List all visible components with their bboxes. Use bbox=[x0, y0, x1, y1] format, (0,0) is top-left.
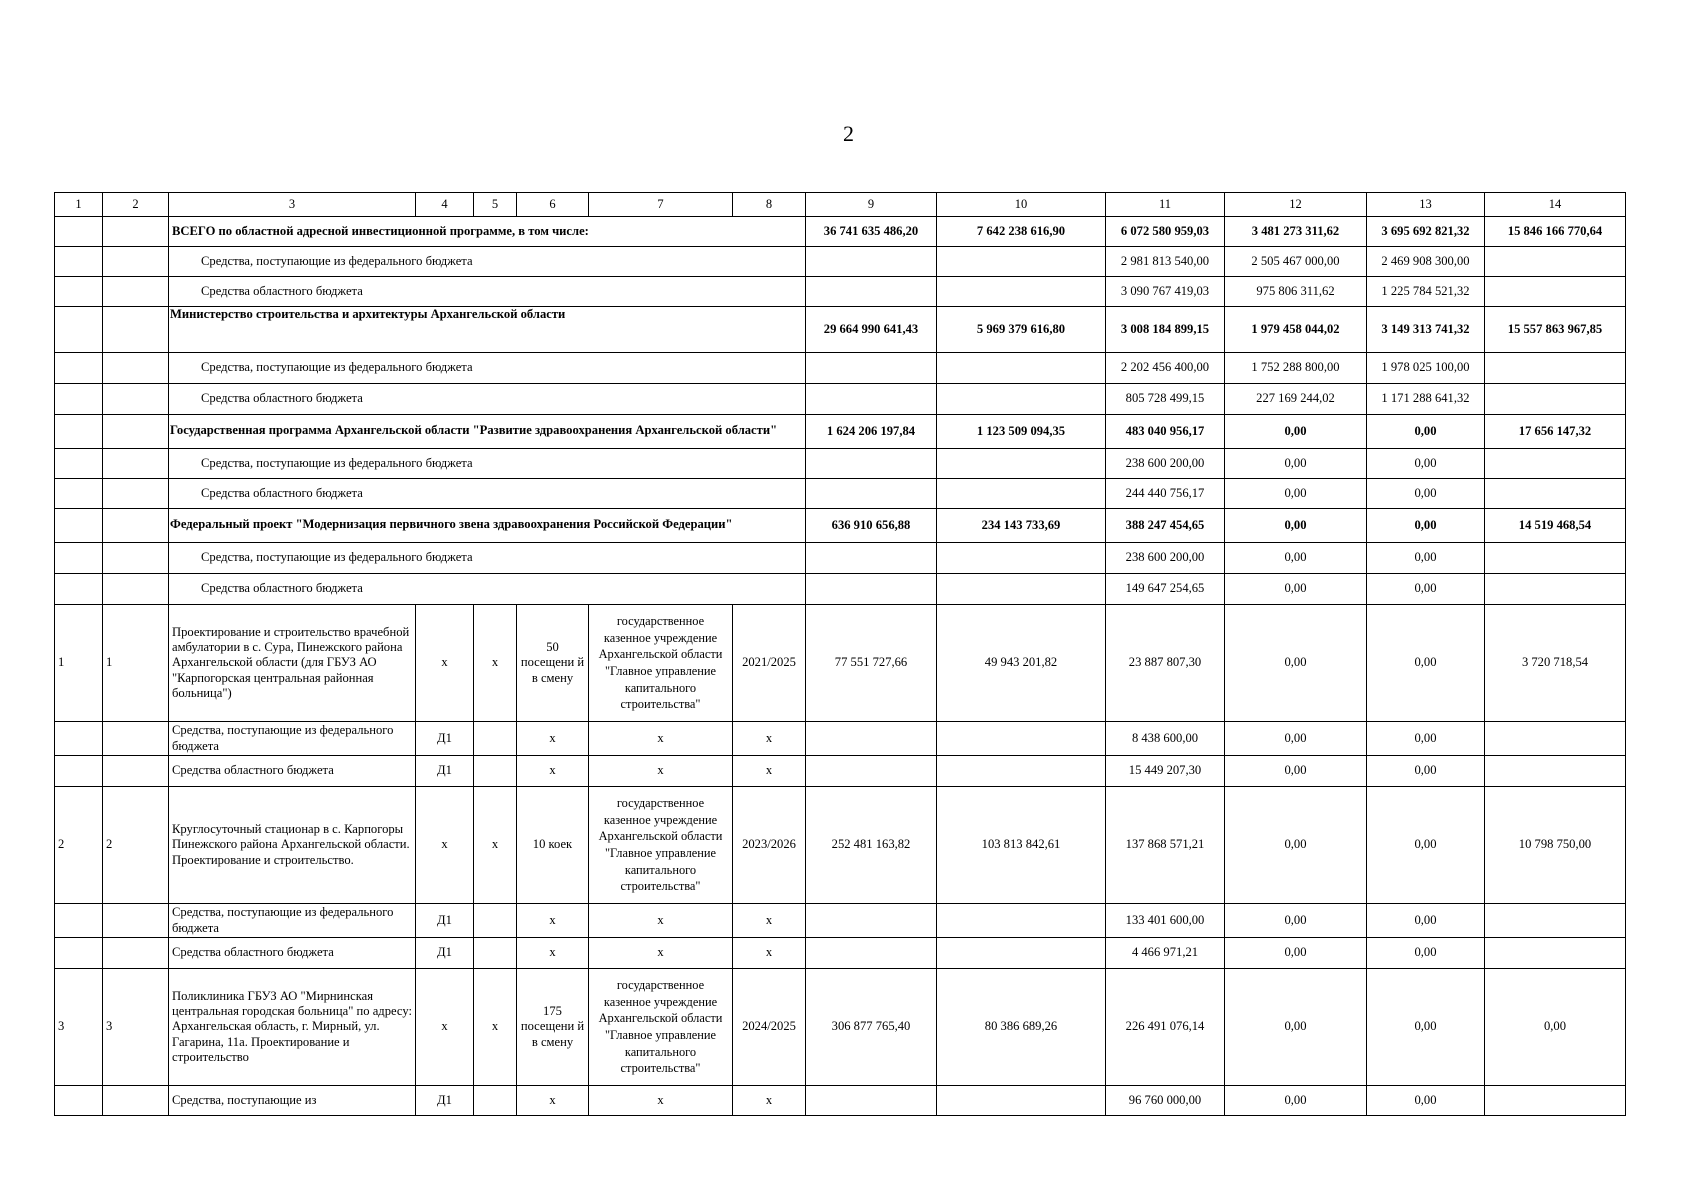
ministry-row bbox=[55, 307, 1626, 353]
col13-value: 1 171 288 641,32 bbox=[1367, 384, 1485, 415]
col12-value: 0,00 bbox=[1225, 1086, 1367, 1116]
total-label: ВСЕГО по областной адресной инвестиционной программе, в том числе: bbox=[169, 217, 806, 247]
col11-value: 805 728 499,15 bbox=[1106, 384, 1225, 415]
row-number: 2 bbox=[55, 787, 103, 904]
project-col12: 0,00 bbox=[1225, 509, 1367, 543]
column-number: 9 bbox=[806, 193, 937, 217]
col13-value: 0,00 bbox=[1367, 904, 1485, 938]
period: 2023/2026 bbox=[733, 787, 806, 904]
object-row bbox=[55, 969, 1626, 1086]
col7-value: х bbox=[589, 722, 733, 756]
col10-value: 80 386 689,26 bbox=[937, 969, 1106, 1086]
column-number: 11 bbox=[1106, 193, 1225, 217]
col12-value: 0,00 bbox=[1225, 787, 1367, 904]
funding-source-label: Средства, поступающие из bbox=[169, 1086, 416, 1116]
col6-value: х bbox=[517, 1086, 589, 1116]
col9-value: 306 877 765,40 bbox=[806, 969, 937, 1086]
total-col13: 3 695 692 821,32 bbox=[1367, 217, 1485, 247]
col13-value: 1 978 025 100,00 bbox=[1367, 353, 1485, 384]
total-col14: 15 846 166 770,64 bbox=[1485, 217, 1626, 247]
col13-value: 0,00 bbox=[1367, 605, 1485, 722]
column-number: 8 bbox=[733, 193, 806, 217]
total-col12: 3 481 273 311,62 bbox=[1225, 217, 1367, 247]
total-col9: 36 741 635 486,20 bbox=[806, 217, 937, 247]
col13-value: 0,00 bbox=[1367, 574, 1485, 605]
column-number: 2 bbox=[103, 193, 169, 217]
column-number: 1 bbox=[55, 193, 103, 217]
col12-value: 0,00 bbox=[1225, 449, 1367, 479]
col11-value: 23 887 807,30 bbox=[1106, 605, 1225, 722]
col7-value: х bbox=[589, 938, 733, 969]
col4-value: Д1 bbox=[416, 756, 474, 787]
col12-value: 2 505 467 000,00 bbox=[1225, 247, 1367, 277]
funding-source-label: Средства областного бюджета bbox=[169, 938, 416, 969]
col11-value: 238 600 200,00 bbox=[1106, 543, 1225, 574]
ministry-regional-row bbox=[55, 384, 1626, 415]
object-federal-row bbox=[55, 904, 1626, 938]
col4-value: х bbox=[416, 605, 474, 722]
column-number: 4 bbox=[416, 193, 474, 217]
column-number: 7 bbox=[589, 193, 733, 217]
col11-value: 3 090 767 419,03 bbox=[1106, 277, 1225, 307]
program-col12: 0,00 bbox=[1225, 415, 1367, 449]
col12-value: 0,00 bbox=[1225, 756, 1367, 787]
column-number: 12 bbox=[1225, 193, 1367, 217]
col8-value: х bbox=[733, 756, 806, 787]
program-col14: 17 656 147,32 bbox=[1485, 415, 1626, 449]
program-col11: 483 040 956,17 bbox=[1106, 415, 1225, 449]
col4-value: Д1 bbox=[416, 904, 474, 938]
project-col9: 636 910 656,88 bbox=[806, 509, 937, 543]
program-col13: 0,00 bbox=[1367, 415, 1485, 449]
col12-value: 227 169 244,02 bbox=[1225, 384, 1367, 415]
program-col10: 1 123 509 094,35 bbox=[937, 415, 1106, 449]
ministry-label: Министерство строительства и архитектуры Архангельской области bbox=[169, 307, 806, 353]
object-name: Поликлиника ГБУЗ АО "Мирнинская центральная городская больница" по адресу: Архангельская область, г. Мирный, ул. Гагарина, 11а. Проектирование и строительство bbox=[169, 969, 416, 1086]
col11-value: 137 868 571,21 bbox=[1106, 787, 1225, 904]
object-name: Круглосуточный стационар в с. Карпогоры Пинежского района Архангельской области. Проектирование и строительство. bbox=[169, 787, 416, 904]
funding-source-label: Средства, поступающие из федерального бюджета bbox=[169, 904, 416, 938]
total-row bbox=[55, 217, 1626, 247]
customer: государственное казенное учреждение Архангельской области "Главное управление капитального строительства" bbox=[589, 787, 733, 904]
col12-value: 0,00 bbox=[1225, 904, 1367, 938]
col13-value: 0,00 bbox=[1367, 722, 1485, 756]
col7-value: х bbox=[589, 756, 733, 787]
funding-source-label: Средства областного бюджета bbox=[169, 756, 416, 787]
total-federal-row bbox=[55, 247, 1626, 277]
funding-source-label: Средства областного бюджета bbox=[169, 479, 806, 509]
total-col10: 7 642 238 616,90 bbox=[937, 217, 1106, 247]
row-number: 1 bbox=[55, 605, 103, 722]
col9-value: 252 481 163,82 bbox=[806, 787, 937, 904]
col8-value: х bbox=[733, 904, 806, 938]
column-number: 14 bbox=[1485, 193, 1626, 217]
col5-value: х bbox=[474, 787, 517, 904]
program-regional-row bbox=[55, 479, 1626, 509]
project-col11: 388 247 454,65 bbox=[1106, 509, 1225, 543]
col12-value: 0,00 bbox=[1225, 543, 1367, 574]
col10-value: 49 943 201,82 bbox=[937, 605, 1106, 722]
col12-value: 0,00 bbox=[1225, 479, 1367, 509]
ministry-col9: 29 664 990 641,43 bbox=[806, 307, 937, 353]
ministry-federal-row bbox=[55, 353, 1626, 384]
col4-value: х bbox=[416, 969, 474, 1086]
col11-value: 8 438 600,00 bbox=[1106, 722, 1225, 756]
col7-value: х bbox=[589, 904, 733, 938]
ministry-col11: 3 008 184 899,15 bbox=[1106, 307, 1225, 353]
total-regional-row bbox=[55, 277, 1626, 307]
period: 2021/2025 bbox=[733, 605, 806, 722]
col4-value: Д1 bbox=[416, 722, 474, 756]
period: 2024/2025 bbox=[733, 969, 806, 1086]
col4-value: х bbox=[416, 787, 474, 904]
program-col9: 1 624 206 197,84 bbox=[806, 415, 937, 449]
column-number: 6 bbox=[517, 193, 589, 217]
col12-value: 0,00 bbox=[1225, 969, 1367, 1086]
col8-value: х bbox=[733, 938, 806, 969]
col9-value: 77 551 727,66 bbox=[806, 605, 937, 722]
col13-value: 0,00 bbox=[1367, 543, 1485, 574]
funding-source-label: Средства областного бюджета bbox=[169, 384, 806, 415]
row-subnumber: 2 bbox=[103, 787, 169, 904]
col11-value: 244 440 756,17 bbox=[1106, 479, 1225, 509]
col10-value: 103 813 842,61 bbox=[937, 787, 1106, 904]
col11-value: 4 466 971,21 bbox=[1106, 938, 1225, 969]
col12-value: 0,00 bbox=[1225, 938, 1367, 969]
col11-value: 15 449 207,30 bbox=[1106, 756, 1225, 787]
col7-value: х bbox=[589, 1086, 733, 1116]
col12-value: 0,00 bbox=[1225, 574, 1367, 605]
col14-value: 10 798 750,00 bbox=[1485, 787, 1626, 904]
project-row bbox=[55, 509, 1626, 543]
col5-value: х bbox=[474, 605, 517, 722]
project-federal-row bbox=[55, 543, 1626, 574]
col12-value: 0,00 bbox=[1225, 605, 1367, 722]
col13-value: 0,00 bbox=[1367, 449, 1485, 479]
col12-value: 975 806 311,62 bbox=[1225, 277, 1367, 307]
capacity: 175 посещени й в смену bbox=[517, 969, 589, 1086]
col13-value: 0,00 bbox=[1367, 1086, 1485, 1116]
object-regional-row bbox=[55, 938, 1626, 969]
program-label: Государственная программа Архангельской области "Развитие здравоохранения Архангельской области" bbox=[169, 415, 806, 449]
col13-value: 1 225 784 521,32 bbox=[1367, 277, 1485, 307]
object-name: Проектирование и строительство врачебной амбулатории в с. Сура, Пинежского района Архангельской области (для ГБУЗ АО "Карпогорская центральная районная больница") bbox=[169, 605, 416, 722]
col13-value: 0,00 bbox=[1367, 756, 1485, 787]
col11-value: 133 401 600,00 bbox=[1106, 904, 1225, 938]
column-number: 5 bbox=[474, 193, 517, 217]
investment-program-table bbox=[54, 192, 1626, 1116]
funding-source-label: Средства областного бюджета bbox=[169, 277, 806, 307]
col11-value: 96 760 000,00 bbox=[1106, 1086, 1225, 1116]
col13-value: 0,00 bbox=[1367, 787, 1485, 904]
col12-value: 0,00 bbox=[1225, 722, 1367, 756]
project-regional-row bbox=[55, 574, 1626, 605]
col13-value: 0,00 bbox=[1367, 969, 1485, 1086]
col6-value: х bbox=[517, 756, 589, 787]
col8-value: х bbox=[733, 722, 806, 756]
program-federal-row bbox=[55, 449, 1626, 479]
funding-source-label: Средства, поступающие из федерального бюджета bbox=[169, 247, 806, 277]
total-col11: 6 072 580 959,03 bbox=[1106, 217, 1225, 247]
object-row bbox=[55, 605, 1626, 722]
column-number: 13 bbox=[1367, 193, 1485, 217]
column-number: 3 bbox=[169, 193, 416, 217]
object-federal-row bbox=[55, 722, 1626, 756]
col11-value: 2 202 456 400,00 bbox=[1106, 353, 1225, 384]
col5-value: х bbox=[474, 969, 517, 1086]
col13-value: 2 469 908 300,00 bbox=[1367, 247, 1485, 277]
funding-source-label: Средства областного бюджета bbox=[169, 574, 806, 605]
col11-value: 149 647 254,65 bbox=[1106, 574, 1225, 605]
col11-value: 226 491 076,14 bbox=[1106, 969, 1225, 1086]
col13-value: 0,00 bbox=[1367, 479, 1485, 509]
customer: государственное казенное учреждение Архангельской области "Главное управление капитального строительства" bbox=[589, 969, 733, 1086]
project-col10: 234 143 733,69 bbox=[937, 509, 1106, 543]
col6-value: х bbox=[517, 904, 589, 938]
col6-value: х bbox=[517, 938, 589, 969]
col8-value: х bbox=[733, 1086, 806, 1116]
col11-value: 2 981 813 540,00 bbox=[1106, 247, 1225, 277]
row-subnumber: 1 bbox=[103, 605, 169, 722]
project-label: Федеральный проект "Модернизация первичного звена здравоохранения Российской Федерации" bbox=[169, 509, 806, 543]
col14-value: 0,00 bbox=[1485, 969, 1626, 1086]
ministry-col10: 5 969 379 616,80 bbox=[937, 307, 1106, 353]
program-row bbox=[55, 415, 1626, 449]
object-regional-row bbox=[55, 756, 1626, 787]
col14-value: 3 720 718,54 bbox=[1485, 605, 1626, 722]
capacity: 50 посещени й в смену bbox=[517, 605, 589, 722]
ministry-col12: 1 979 458 044,02 bbox=[1225, 307, 1367, 353]
customer: государственное казенное учреждение Архангельской области "Главное управление капитального строительства" bbox=[589, 605, 733, 722]
funding-source-label: Средства, поступающие из федерального бюджета bbox=[169, 722, 416, 756]
row-subnumber: 3 bbox=[103, 969, 169, 1086]
column-number-row bbox=[55, 193, 1626, 217]
col4-value: Д1 bbox=[416, 1086, 474, 1116]
funding-source-label: Средства, поступающие из федерального бюджета bbox=[169, 449, 806, 479]
col13-value: 0,00 bbox=[1367, 938, 1485, 969]
col4-value: Д1 bbox=[416, 938, 474, 969]
ministry-col13: 3 149 313 741,32 bbox=[1367, 307, 1485, 353]
capacity: 10 коек bbox=[517, 787, 589, 904]
object-row bbox=[55, 787, 1626, 904]
ministry-col14: 15 557 863 967,85 bbox=[1485, 307, 1626, 353]
col6-value: х bbox=[517, 722, 589, 756]
funding-source-label: Средства, поступающие из федерального бюджета bbox=[169, 543, 806, 574]
project-col14: 14 519 468,54 bbox=[1485, 509, 1626, 543]
project-col13: 0,00 bbox=[1367, 509, 1485, 543]
col12-value: 1 752 288 800,00 bbox=[1225, 353, 1367, 384]
funding-source-label: Средства, поступающие из федерального бюджета bbox=[169, 353, 806, 384]
row-number: 3 bbox=[55, 969, 103, 1086]
col11-value: 238 600 200,00 bbox=[1106, 449, 1225, 479]
column-number: 10 bbox=[937, 193, 1106, 217]
object-federal-row bbox=[55, 1086, 1626, 1116]
page-number: 2 bbox=[843, 121, 854, 146]
